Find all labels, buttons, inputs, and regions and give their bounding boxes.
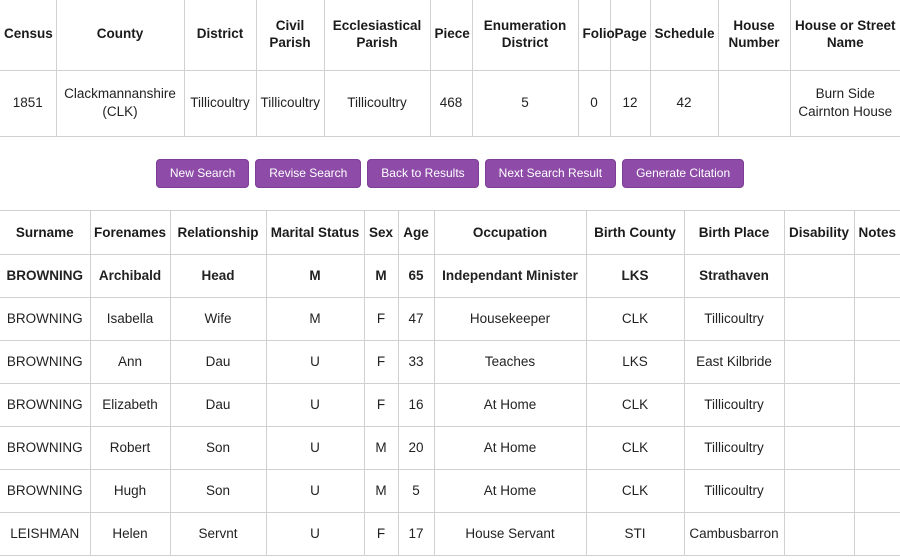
cell-birth-place: East Kilbride xyxy=(684,340,784,383)
cell-relationship: Son xyxy=(170,469,266,512)
cell-birth-county: STI xyxy=(586,512,684,555)
census-summary-header-row xyxy=(0,0,900,70)
cell-age: 17 xyxy=(398,512,434,555)
cell-birth-place: Tillicoultry xyxy=(684,426,784,469)
census-header-cell: Page xyxy=(610,0,650,70)
cell-relationship: Head xyxy=(170,254,266,297)
census-header-cell: Schedule xyxy=(650,0,718,70)
census-header-cell: Ecclesiastical Parish xyxy=(324,0,430,70)
census-header-cell: County xyxy=(56,0,184,70)
cell-occupation: At Home xyxy=(434,426,586,469)
cell-disability xyxy=(784,297,854,340)
table-row[interactable] xyxy=(0,340,900,383)
census-header-cell: House or Street Name xyxy=(790,0,900,70)
cell-surname: BROWNING xyxy=(0,383,90,426)
cell-forenames: Archibald xyxy=(90,254,170,297)
census-header-cell: Civil Parish xyxy=(256,0,324,70)
census-cell-county: Clackmannanshire (CLK) xyxy=(56,70,184,136)
census-cell-census: 1851 xyxy=(0,70,56,136)
cell-age: 20 xyxy=(398,426,434,469)
cell-occupation: Independant Minister xyxy=(434,254,586,297)
cell-disability xyxy=(784,426,854,469)
household-header-marital-status: Marital Status xyxy=(266,210,364,254)
cell-age: 65 xyxy=(398,254,434,297)
cell-forenames: Elizabeth xyxy=(90,383,170,426)
cell-birth-county: LKS xyxy=(586,254,684,297)
cell-birth-place: Tillicoultry xyxy=(684,297,784,340)
cell-notes xyxy=(854,426,900,469)
cell-relationship: Servnt xyxy=(170,512,266,555)
cell-disability xyxy=(784,340,854,383)
cell-occupation: Teaches xyxy=(434,340,586,383)
cell-birth-county: CLK xyxy=(586,383,684,426)
cell-notes xyxy=(854,512,900,555)
table-row[interactable] xyxy=(0,426,900,469)
cell-disability xyxy=(784,254,854,297)
cell-sex: M xyxy=(364,469,398,512)
cell-birth-place: Tillicoultry xyxy=(684,383,784,426)
cell-marital-status: U xyxy=(266,340,364,383)
cell-surname: BROWNING xyxy=(0,469,90,512)
census-header-cell: District xyxy=(184,0,256,70)
cell-occupation: At Home xyxy=(434,383,586,426)
census-header-cell: Piece xyxy=(430,0,472,70)
census-cell-house-or-street-name: Burn Side Cairnton House xyxy=(790,70,900,136)
table-row[interactable] xyxy=(0,254,900,297)
household-header-birth-county: Birth County xyxy=(586,210,684,254)
cell-sex: F xyxy=(364,383,398,426)
cell-relationship: Wife xyxy=(170,297,266,340)
census-cell-civil-parish: Tillicoultry xyxy=(256,70,324,136)
cell-marital-status: M xyxy=(266,297,364,340)
census-header-cell: Census xyxy=(0,0,56,70)
cell-sex: F xyxy=(364,340,398,383)
census-cell-house-number xyxy=(718,70,790,136)
cell-birth-county: CLK xyxy=(586,297,684,340)
cell-birth-county: CLK xyxy=(586,426,684,469)
cell-age: 16 xyxy=(398,383,434,426)
cell-surname: BROWNING xyxy=(0,254,90,297)
cell-disability xyxy=(784,512,854,555)
next-search-result-button[interactable]: Next Search Result xyxy=(485,159,616,188)
census-cell-page: 12 xyxy=(610,70,650,136)
cell-birth-place: Tillicoultry xyxy=(684,469,784,512)
cell-disability xyxy=(784,383,854,426)
census-cell-ecclesiastical-parish: Tillicoultry xyxy=(324,70,430,136)
household-header-relationship: Relationship xyxy=(170,210,266,254)
census-cell-district: Tillicoultry xyxy=(184,70,256,136)
household-header-occupation: Occupation xyxy=(434,210,586,254)
cell-sex: F xyxy=(364,512,398,555)
generate-citation-button[interactable]: Generate Citation xyxy=(622,159,744,188)
table-row[interactable] xyxy=(0,512,900,555)
cell-forenames: Ann xyxy=(90,340,170,383)
revise-search-button[interactable]: Revise Search xyxy=(255,159,361,188)
household-header-birth-place: Birth Place xyxy=(684,210,784,254)
cell-occupation: At Home xyxy=(434,469,586,512)
cell-relationship: Dau xyxy=(170,340,266,383)
household-header-surname: Surname xyxy=(0,210,90,254)
cell-notes xyxy=(854,254,900,297)
cell-marital-status: U xyxy=(266,512,364,555)
cell-relationship: Dau xyxy=(170,383,266,426)
cell-notes xyxy=(854,469,900,512)
cell-forenames: Hugh xyxy=(90,469,170,512)
cell-birth-place: Cambusbarron xyxy=(684,512,784,555)
household-header-forenames: Forenames xyxy=(90,210,170,254)
action-button-bar xyxy=(0,159,900,188)
new-search-button[interactable]: New Search xyxy=(156,159,249,188)
cell-marital-status: U xyxy=(266,469,364,512)
cell-occupation: House Servant xyxy=(434,512,586,555)
cell-surname: BROWNING xyxy=(0,426,90,469)
household-header-notes: Notes xyxy=(854,210,900,254)
household-header-row xyxy=(0,210,900,254)
census-header-cell: House Number xyxy=(718,0,790,70)
cell-occupation: Housekeeper xyxy=(434,297,586,340)
cell-birth-county: LKS xyxy=(586,340,684,383)
household-header-disability: Disability xyxy=(784,210,854,254)
cell-age: 5 xyxy=(398,469,434,512)
table-row[interactable] xyxy=(0,297,900,340)
household-header-sex: Sex xyxy=(364,210,398,254)
cell-surname: LEISHMAN xyxy=(0,512,90,555)
household-header-age: Age xyxy=(398,210,434,254)
cell-surname: BROWNING xyxy=(0,297,90,340)
cell-sex: F xyxy=(364,297,398,340)
table-row[interactable] xyxy=(0,469,900,512)
cell-notes xyxy=(854,383,900,426)
cell-notes xyxy=(854,340,900,383)
cell-forenames: Helen xyxy=(90,512,170,555)
cell-disability xyxy=(784,469,854,512)
cell-birth-place: Strathaven xyxy=(684,254,784,297)
cell-notes xyxy=(854,297,900,340)
cell-relationship: Son xyxy=(170,426,266,469)
cell-forenames: Robert xyxy=(90,426,170,469)
census-summary-row xyxy=(0,70,900,136)
census-cell-schedule: 42 xyxy=(650,70,718,136)
cell-age: 33 xyxy=(398,340,434,383)
cell-sex: M xyxy=(364,426,398,469)
census-cell-folio: 0 xyxy=(578,70,610,136)
census-cell-piece: 468 xyxy=(430,70,472,136)
census-header-cell: Enumeration District xyxy=(472,0,578,70)
table-row[interactable] xyxy=(0,383,900,426)
cell-age: 47 xyxy=(398,297,434,340)
census-summary-table xyxy=(0,0,900,137)
household-members-table xyxy=(0,210,900,556)
cell-surname: BROWNING xyxy=(0,340,90,383)
cell-sex: M xyxy=(364,254,398,297)
cell-marital-status: U xyxy=(266,383,364,426)
census-header-cell: Folio xyxy=(578,0,610,70)
cell-marital-status: M xyxy=(266,254,364,297)
census-cell-enumeration-district: 5 xyxy=(472,70,578,136)
back-to-results-button[interactable]: Back to Results xyxy=(367,159,478,188)
cell-marital-status: U xyxy=(266,426,364,469)
cell-forenames: Isabella xyxy=(90,297,170,340)
cell-birth-county: CLK xyxy=(586,469,684,512)
